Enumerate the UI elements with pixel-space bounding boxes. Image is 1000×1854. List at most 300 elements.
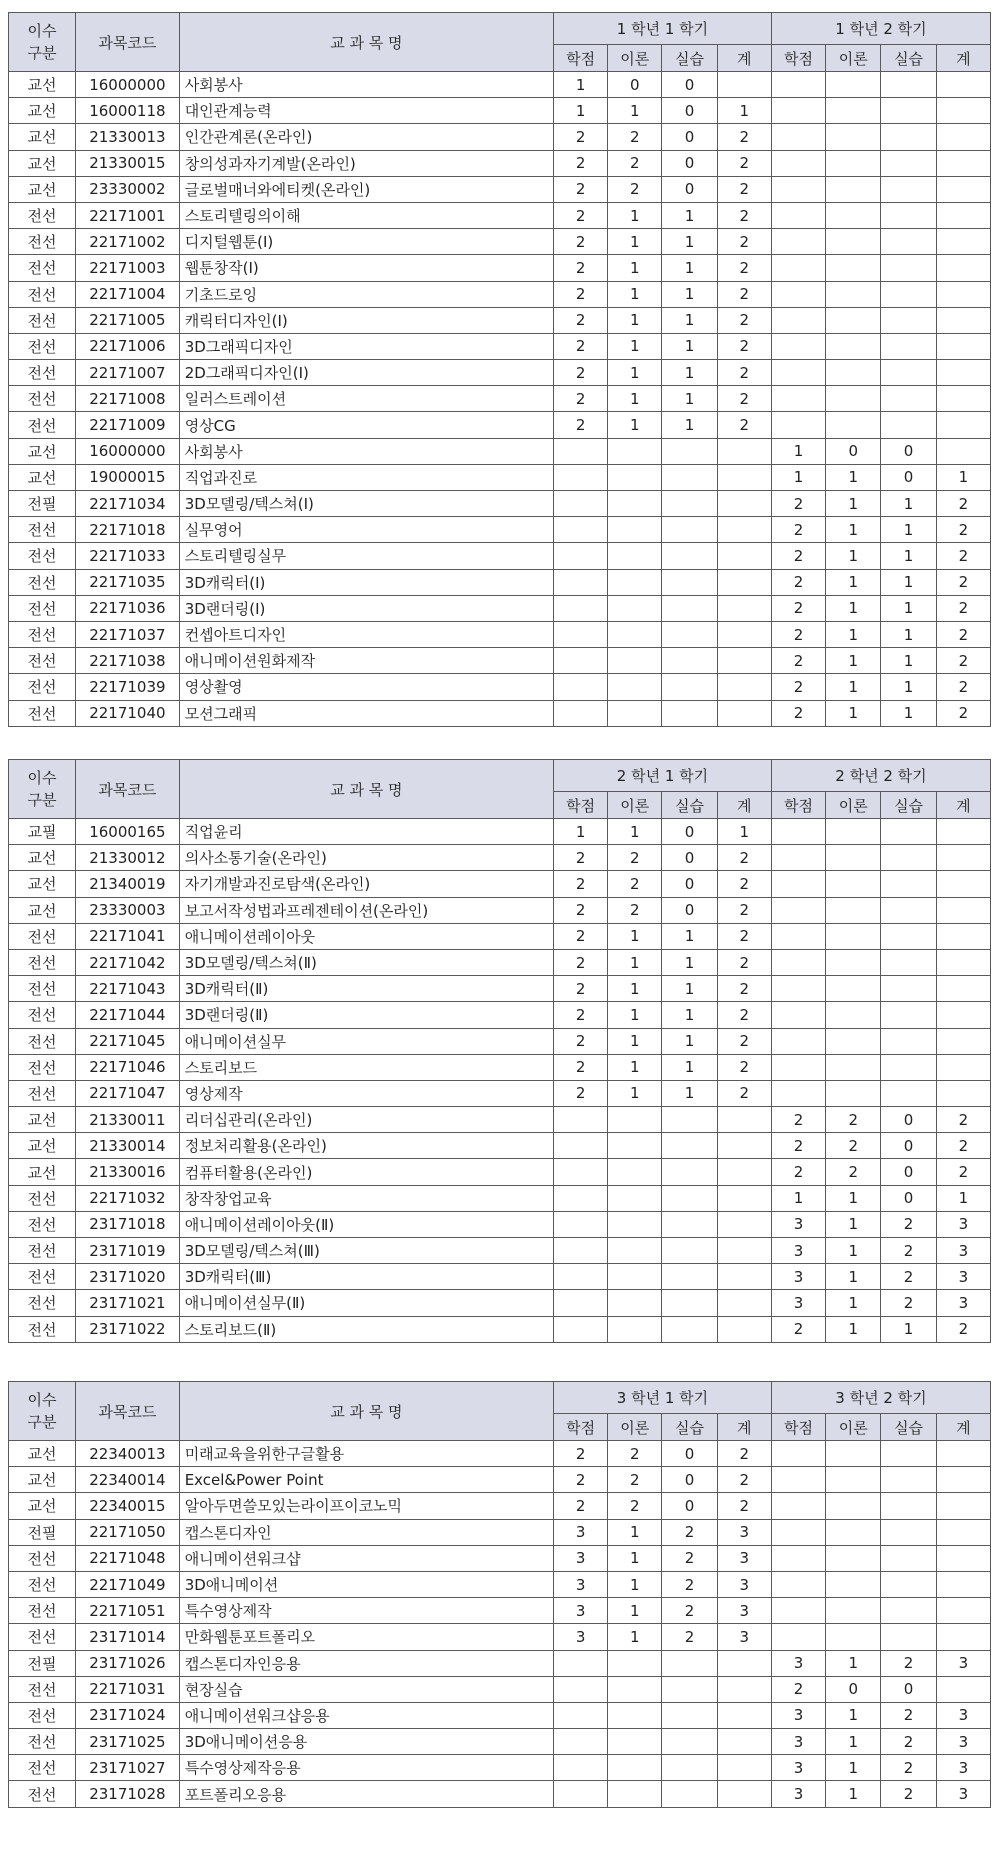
code-cell: 22171051 xyxy=(76,1598,180,1624)
table-row xyxy=(9,1755,991,1781)
s1-credit-cell: 2 xyxy=(554,333,608,359)
s2-total-cell xyxy=(936,72,990,98)
category-cell: 전필 xyxy=(9,1650,76,1676)
s2-total-cell xyxy=(936,845,990,871)
category-cell: 전선 xyxy=(9,648,76,674)
header-row xyxy=(9,1382,991,1414)
s1-credit-cell xyxy=(554,1211,608,1237)
s2-credit-cell xyxy=(771,819,825,845)
category-cell: 전선 xyxy=(9,386,76,412)
s2-credit-cell xyxy=(771,1545,825,1571)
s1-practice-cell: 0 xyxy=(662,72,717,98)
s1-practice-cell xyxy=(662,648,717,674)
s1-credit-cell: 2 xyxy=(554,412,608,438)
s1-credit-cell: 2 xyxy=(554,845,608,871)
name-cell: 창의성과자기계발(온라인) xyxy=(179,150,553,176)
name-cell: 직업과진로 xyxy=(179,464,553,490)
category-cell: 전선 xyxy=(9,360,76,386)
s2-total-cell xyxy=(936,1467,990,1493)
s2-theory-cell: 1 xyxy=(826,1316,881,1342)
table-row xyxy=(9,845,991,871)
s2-practice-cell xyxy=(881,124,936,150)
s2-practice-cell xyxy=(881,1571,936,1597)
s2-total-cell xyxy=(936,150,990,176)
s1-credit-cell xyxy=(554,1781,608,1807)
s1-practice-cell xyxy=(662,700,717,726)
s2-total-cell xyxy=(936,1493,990,1519)
s2-credit-cell xyxy=(771,1002,825,1028)
category-cell: 전선 xyxy=(9,307,76,333)
s2-theory-cell: 2 xyxy=(826,1107,881,1133)
s1-practice-cell xyxy=(662,1185,717,1211)
s1-theory-cell xyxy=(608,1238,662,1264)
s1-total-cell: 2 xyxy=(717,360,771,386)
s1-credit-cell: 2 xyxy=(554,949,608,975)
code-cell: 22171031 xyxy=(76,1676,180,1702)
s1-credit-cell: 2 xyxy=(554,1080,608,1106)
code-cell: 22171048 xyxy=(76,1545,180,1571)
category-cell: 교선 xyxy=(9,124,76,150)
s1-total-cell xyxy=(717,1133,771,1159)
s1-total-cell: 2 xyxy=(717,1467,771,1493)
s1-total-cell: 3 xyxy=(717,1624,771,1650)
category-cell: 전선 xyxy=(9,1598,76,1624)
s2-practice-cell xyxy=(881,1467,936,1493)
s1-credit-cell: 2 xyxy=(554,202,608,228)
s2-theory-cell xyxy=(826,1571,881,1597)
code-cell: 22171042 xyxy=(76,949,180,975)
s2-total-cell: 3 xyxy=(936,1264,990,1290)
s2-theory-cell xyxy=(826,150,881,176)
s2-credit-cell: 2 xyxy=(771,1107,825,1133)
s2-theory-cell xyxy=(826,1545,881,1571)
credit-header: 학점 xyxy=(554,45,608,72)
code-cell: 23171026 xyxy=(76,1650,180,1676)
category-cell: 전선 xyxy=(9,281,76,307)
s1-theory-cell xyxy=(608,543,662,569)
s1-practice-cell: 1 xyxy=(662,333,717,359)
code-cell: 22171034 xyxy=(76,491,180,517)
theory-header: 이론 xyxy=(826,45,881,72)
s2-credit-cell xyxy=(771,98,825,124)
name-cell: 스토리보드 xyxy=(179,1054,553,1080)
s1-practice-cell: 2 xyxy=(662,1519,717,1545)
s2-total-cell xyxy=(936,386,990,412)
s2-credit-cell xyxy=(771,1519,825,1545)
s2-theory-cell xyxy=(826,202,881,228)
code-cell: 22171041 xyxy=(76,923,180,949)
s1-practice-cell: 1 xyxy=(662,202,717,228)
s1-credit-cell: 2 xyxy=(554,976,608,1002)
s2-theory-cell: 1 xyxy=(826,1211,881,1237)
s1-theory-cell: 1 xyxy=(608,281,662,307)
category-cell: 전필 xyxy=(9,491,76,517)
s2-credit-cell xyxy=(771,1054,825,1080)
s1-credit-cell: 2 xyxy=(554,1054,608,1080)
s1-total-cell xyxy=(717,674,771,700)
s2-credit-cell: 2 xyxy=(771,1316,825,1342)
s2-credit-cell xyxy=(771,976,825,1002)
name-cell: 스토리텔링실무 xyxy=(179,543,553,569)
s2-theory-cell xyxy=(826,124,881,150)
s2-theory-cell xyxy=(826,1028,881,1054)
s1-total-cell xyxy=(717,700,771,726)
code-cell: 21330011 xyxy=(76,1107,180,1133)
table-row xyxy=(9,360,991,386)
s1-theory-cell: 1 xyxy=(608,923,662,949)
s1-practice-cell xyxy=(662,1702,717,1728)
s2-theory-cell xyxy=(826,1002,881,1028)
s1-practice-cell: 1 xyxy=(662,1002,717,1028)
category-cell: 교선 xyxy=(9,871,76,897)
s2-theory-cell xyxy=(826,1441,881,1467)
s2-theory-cell xyxy=(826,949,881,975)
table-row xyxy=(9,1650,991,1676)
s2-total-cell xyxy=(936,976,990,1002)
s1-practice-cell xyxy=(662,1159,717,1185)
course-code-header: 과목코드 xyxy=(76,760,180,819)
s1-credit-cell: 2 xyxy=(554,281,608,307)
s2-practice-cell: 2 xyxy=(881,1702,936,1728)
s2-credit-cell xyxy=(771,124,825,150)
s2-credit-cell: 2 xyxy=(771,543,825,569)
s1-total-cell xyxy=(717,1264,771,1290)
s1-total-cell xyxy=(717,1702,771,1728)
name-cell: 애니메이션워크샵 xyxy=(179,1545,553,1571)
s1-theory-cell: 2 xyxy=(608,1441,662,1467)
name-cell: 스토리보드(Ⅱ) xyxy=(179,1316,553,1342)
s2-credit-cell: 3 xyxy=(771,1290,825,1316)
s2-theory-cell: 1 xyxy=(826,700,881,726)
s2-theory-cell: 0 xyxy=(826,1676,881,1702)
s1-practice-cell xyxy=(662,543,717,569)
s1-credit-cell: 1 xyxy=(554,819,608,845)
name-cell: 컨셉아트디자인 xyxy=(179,621,553,647)
theory-header: 이론 xyxy=(608,1414,662,1441)
category-cell: 전선 xyxy=(9,1702,76,1728)
s2-practice-cell xyxy=(881,229,936,255)
table-row xyxy=(9,1702,991,1728)
category-header xyxy=(9,13,76,72)
table-row xyxy=(9,386,991,412)
s2-practice-cell xyxy=(881,1080,936,1106)
semester1-header: 3 학년 1 학기 xyxy=(554,1382,772,1414)
name-cell: 포트폴리오응용 xyxy=(179,1781,553,1807)
s2-theory-cell: 1 xyxy=(826,674,881,700)
s1-practice-cell xyxy=(662,464,717,490)
s1-theory-cell: 1 xyxy=(608,412,662,438)
category-cell: 교선 xyxy=(9,1467,76,1493)
s1-credit-cell xyxy=(554,1755,608,1781)
table-row xyxy=(9,1028,991,1054)
s1-credit-cell: 3 xyxy=(554,1571,608,1597)
s2-theory-cell: 2 xyxy=(826,1133,881,1159)
s1-practice-cell xyxy=(662,1264,717,1290)
s1-practice-cell xyxy=(662,595,717,621)
s2-theory-cell xyxy=(826,412,881,438)
s2-total-cell xyxy=(936,1519,990,1545)
s2-theory-cell: 1 xyxy=(826,517,881,543)
category-cell: 전선 xyxy=(9,412,76,438)
s2-theory-cell xyxy=(826,229,881,255)
table-row xyxy=(9,255,991,281)
s2-practice-cell xyxy=(881,819,936,845)
s2-theory-cell: 1 xyxy=(826,1290,881,1316)
table-header xyxy=(9,760,991,819)
code-cell: 23171027 xyxy=(76,1755,180,1781)
name-cell: 애니메이션실무(Ⅱ) xyxy=(179,1290,553,1316)
table-row xyxy=(9,1264,991,1290)
s1-total-cell xyxy=(717,438,771,464)
s2-practice-cell: 0 xyxy=(881,1133,936,1159)
s2-theory-cell xyxy=(826,897,881,923)
s2-theory-cell: 1 xyxy=(826,648,881,674)
s2-credit-cell xyxy=(771,897,825,923)
code-cell: 16000165 xyxy=(76,819,180,845)
category-cell: 전선 xyxy=(9,1316,76,1342)
s1-theory-cell: 2 xyxy=(608,124,662,150)
s1-practice-cell: 1 xyxy=(662,976,717,1002)
name-cell: 알아두면쓸모있는라이프이코노믹 xyxy=(179,1493,553,1519)
s2-theory-cell xyxy=(826,976,881,1002)
category-cell: 교선 xyxy=(9,176,76,202)
name-cell: 정보처리활용(온라인) xyxy=(179,1133,553,1159)
table-body xyxy=(9,1441,991,1808)
name-cell: 3D모델링/텍스쳐(Ⅰ) xyxy=(179,491,553,517)
s2-practice-cell xyxy=(881,386,936,412)
s2-practice-cell xyxy=(881,897,936,923)
s1-total-cell: 1 xyxy=(717,819,771,845)
s2-practice-cell: 2 xyxy=(881,1755,936,1781)
s1-credit-cell: 2 xyxy=(554,1002,608,1028)
category-header-line1: 이수 xyxy=(27,22,57,40)
s1-theory-cell: 1 xyxy=(608,976,662,1002)
table-row xyxy=(9,1598,991,1624)
category-cell: 교선 xyxy=(9,1493,76,1519)
table-header xyxy=(9,1382,991,1441)
s2-total-cell: 2 xyxy=(936,1159,990,1185)
code-cell: 22171007 xyxy=(76,360,180,386)
s1-credit-cell: 2 xyxy=(554,923,608,949)
category-cell: 교선 xyxy=(9,1159,76,1185)
code-cell: 23330002 xyxy=(76,176,180,202)
s2-total-cell xyxy=(936,229,990,255)
table-row xyxy=(9,700,991,726)
s2-practice-cell xyxy=(881,1054,936,1080)
category-cell: 전필 xyxy=(9,1519,76,1545)
s2-practice-cell: 1 xyxy=(881,491,936,517)
name-cell: 특수영상제작 xyxy=(179,1598,553,1624)
s1-practice-cell xyxy=(662,569,717,595)
s2-practice-cell xyxy=(881,72,936,98)
course-name-header: 교 과 목 명 xyxy=(179,1382,553,1441)
table-body xyxy=(9,72,991,727)
s2-credit-cell xyxy=(771,255,825,281)
table-row xyxy=(9,1054,991,1080)
category-cell: 교필 xyxy=(9,819,76,845)
s2-credit-cell: 3 xyxy=(771,1238,825,1264)
s1-total-cell: 2 xyxy=(717,923,771,949)
s2-total-cell: 2 xyxy=(936,648,990,674)
table-row xyxy=(9,1467,991,1493)
s1-credit-cell xyxy=(554,1264,608,1290)
category-cell: 전선 xyxy=(9,1676,76,1702)
s1-total-cell xyxy=(717,1185,771,1211)
code-cell: 23171021 xyxy=(76,1290,180,1316)
table-row xyxy=(9,1107,991,1133)
code-cell: 22171004 xyxy=(76,281,180,307)
name-cell: 영상제작 xyxy=(179,1080,553,1106)
category-cell: 전선 xyxy=(9,229,76,255)
s2-total-cell xyxy=(936,281,990,307)
name-cell: 현장실습 xyxy=(179,1676,553,1702)
s2-theory-cell: 1 xyxy=(826,1702,881,1728)
s2-practice-cell xyxy=(881,923,936,949)
s2-total-cell: 2 xyxy=(936,1107,990,1133)
name-cell: 애니메이션레이아웃(Ⅱ) xyxy=(179,1211,553,1237)
name-cell: 기초드로잉 xyxy=(179,281,553,307)
s1-total-cell xyxy=(717,648,771,674)
table-row xyxy=(9,98,991,124)
name-cell: 미래교육을위한구글활용 xyxy=(179,1441,553,1467)
s1-theory-cell xyxy=(608,1702,662,1728)
name-cell: 3D모델링/텍스쳐(Ⅲ) xyxy=(179,1238,553,1264)
s2-theory-cell: 1 xyxy=(826,1650,881,1676)
s2-theory-cell: 1 xyxy=(826,1185,881,1211)
table-row xyxy=(9,1493,991,1519)
s2-credit-cell xyxy=(771,307,825,333)
table-row xyxy=(9,1781,991,1807)
s2-practice-cell xyxy=(881,976,936,1002)
s1-credit-cell xyxy=(554,1676,608,1702)
theory-header: 이론 xyxy=(608,45,662,72)
s1-practice-cell: 0 xyxy=(662,176,717,202)
s1-theory-cell xyxy=(608,1316,662,1342)
category-cell: 전선 xyxy=(9,1571,76,1597)
s2-practice-cell: 1 xyxy=(881,517,936,543)
s1-total-cell: 1 xyxy=(717,98,771,124)
s1-total-cell xyxy=(717,1290,771,1316)
s1-credit-cell: 2 xyxy=(554,871,608,897)
s1-total-cell: 2 xyxy=(717,897,771,923)
s2-theory-cell xyxy=(826,72,881,98)
s1-credit-cell: 3 xyxy=(554,1545,608,1571)
code-cell: 22340014 xyxy=(76,1467,180,1493)
s1-theory-cell: 1 xyxy=(608,1545,662,1571)
s1-theory-cell xyxy=(608,1107,662,1133)
s1-credit-cell: 2 xyxy=(554,1028,608,1054)
s1-credit-cell xyxy=(554,648,608,674)
s1-theory-cell: 1 xyxy=(608,98,662,124)
table-row xyxy=(9,307,991,333)
s1-theory-cell: 1 xyxy=(608,229,662,255)
s1-total-cell xyxy=(717,1755,771,1781)
s2-credit-cell: 2 xyxy=(771,1159,825,1185)
s1-credit-cell: 1 xyxy=(554,98,608,124)
s2-total-cell xyxy=(936,1624,990,1650)
s2-credit-cell: 1 xyxy=(771,1185,825,1211)
s1-theory-cell: 1 xyxy=(608,1519,662,1545)
course-name-header: 교 과 목 명 xyxy=(179,760,553,819)
category-header-line2: 구분 xyxy=(27,44,57,62)
s1-theory-cell xyxy=(608,1159,662,1185)
s1-total-cell xyxy=(717,1107,771,1133)
code-cell: 23330003 xyxy=(76,897,180,923)
s1-practice-cell xyxy=(662,1238,717,1264)
s2-practice-cell xyxy=(881,150,936,176)
s1-total-cell xyxy=(717,1781,771,1807)
s1-practice-cell xyxy=(662,1316,717,1342)
code-cell: 22171038 xyxy=(76,648,180,674)
category-cell: 전선 xyxy=(9,1185,76,1211)
s2-total-cell xyxy=(936,307,990,333)
s1-theory-cell: 2 xyxy=(608,1467,662,1493)
table-row xyxy=(9,1545,991,1571)
table-row xyxy=(9,124,991,150)
s1-practice-cell xyxy=(662,1107,717,1133)
name-cell: 실무영어 xyxy=(179,517,553,543)
table-row xyxy=(9,281,991,307)
s1-practice-cell xyxy=(662,1729,717,1755)
code-cell: 22171033 xyxy=(76,543,180,569)
s2-credit-cell xyxy=(771,333,825,359)
s2-total-cell xyxy=(936,98,990,124)
s2-theory-cell: 1 xyxy=(826,543,881,569)
s1-theory-cell: 2 xyxy=(608,871,662,897)
s2-total-cell xyxy=(936,412,990,438)
s2-total-cell: 3 xyxy=(936,1238,990,1264)
table-row xyxy=(9,1002,991,1028)
s2-credit-cell xyxy=(771,150,825,176)
s2-credit-cell: 2 xyxy=(771,648,825,674)
s2-theory-cell: 1 xyxy=(826,464,881,490)
s1-theory-cell: 2 xyxy=(608,845,662,871)
s2-total-cell: 2 xyxy=(936,491,990,517)
s1-total-cell: 2 xyxy=(717,255,771,281)
s2-credit-cell xyxy=(771,176,825,202)
s2-practice-cell: 2 xyxy=(881,1729,936,1755)
code-cell: 23171019 xyxy=(76,1238,180,1264)
s2-total-cell xyxy=(936,124,990,150)
code-cell: 22171044 xyxy=(76,1002,180,1028)
s1-theory-cell: 1 xyxy=(608,386,662,412)
s2-total-cell: 3 xyxy=(936,1290,990,1316)
code-cell: 21330012 xyxy=(76,845,180,871)
s2-practice-cell xyxy=(881,1441,936,1467)
s2-total-cell xyxy=(936,1571,990,1597)
s2-credit-cell: 3 xyxy=(771,1702,825,1728)
s2-credit-cell: 2 xyxy=(771,1133,825,1159)
table-row xyxy=(9,1624,991,1650)
category-header-line1: 이수 xyxy=(27,769,57,787)
code-cell: 21330014 xyxy=(76,1133,180,1159)
code-cell: 21330015 xyxy=(76,150,180,176)
s1-total-cell xyxy=(717,1159,771,1185)
table-row xyxy=(9,1290,991,1316)
s2-total-cell xyxy=(936,949,990,975)
code-cell: 21330016 xyxy=(76,1159,180,1185)
code-cell: 23171024 xyxy=(76,1702,180,1728)
practice-header: 실습 xyxy=(662,1414,717,1441)
code-cell: 22171047 xyxy=(76,1080,180,1106)
s2-practice-cell: 1 xyxy=(881,595,936,621)
s1-theory-cell: 1 xyxy=(608,333,662,359)
s1-total-cell: 3 xyxy=(717,1519,771,1545)
table-row xyxy=(9,543,991,569)
category-header-line2: 구분 xyxy=(27,1413,57,1431)
code-cell: 22171018 xyxy=(76,517,180,543)
table-row xyxy=(9,1676,991,1702)
